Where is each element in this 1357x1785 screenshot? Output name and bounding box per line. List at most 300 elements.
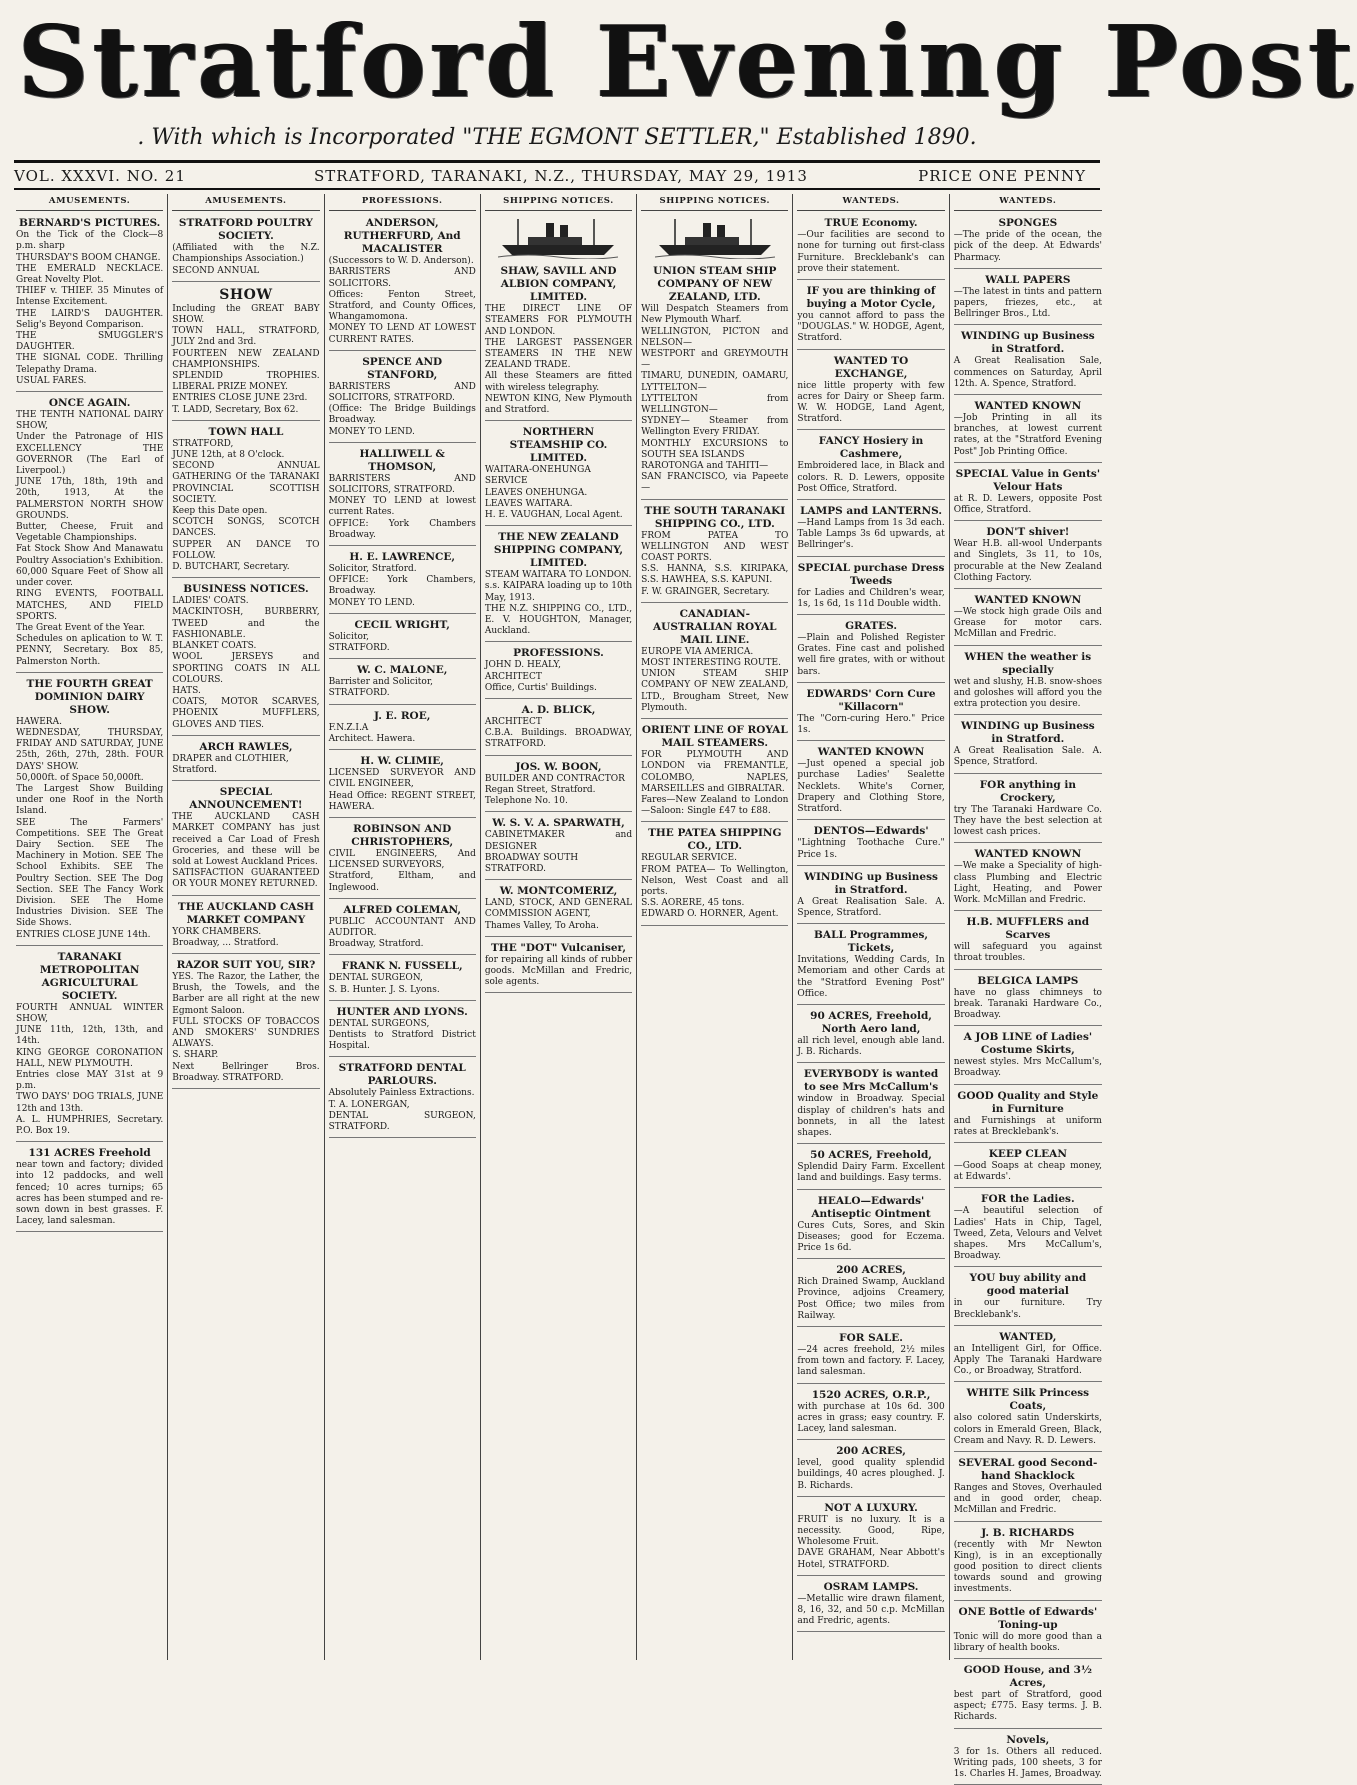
ad-text: 60,000 Square Feet of Show all under cover.	[16, 566, 164, 589]
advertisement	[797, 1261, 944, 1327]
ad-heading: SHAW, SAVILL AND ALBION COMPANY, LIMITED.	[500, 265, 617, 304]
ad-text: "Lightning Toothache Cure." Price 1s.	[797, 838, 945, 860]
ad-text: MONEY TO LEND.	[328, 426, 415, 437]
ad-text: Office, Curtis' Buildings.	[484, 682, 597, 693]
ad-text: (Affiliated with the N.Z. Championships Association.)	[172, 243, 320, 265]
ad-text: S. B. Hunter. J. S. Lyons.	[328, 984, 440, 995]
advertisement	[172, 898, 319, 954]
ad-heading: RAZOR SUIT YOU, SIR?	[176, 958, 316, 971]
ad-text: A Great Realisation Sale. A. Spence, Stratford.	[797, 896, 945, 918]
ad-text: nice little property with few acres for Dairy or Sheep farm. W. W. HODGE, Land Agent, Stratford.	[797, 380, 945, 425]
ad-heading: GRATES.	[845, 620, 898, 633]
ad-text: KING GEORGE CORONATION HALL, NEW PLYMOUTH.	[16, 1047, 164, 1069]
ad-heading: NOT A LUXURY.	[824, 1501, 918, 1514]
ad-heading: SPENCE AND STANFORD,	[362, 355, 443, 381]
ad-text: Will Despatch Steamers from New Plymouth Wharf.	[641, 304, 789, 326]
ad-text: THE EMERALD NECKLACE. Great Novelty Plot.	[16, 263, 164, 286]
advertisement	[16, 675, 163, 946]
ad-text: also colored satin Underskirts, colors in Emerald Green, Black, Cream and Navy. R. D. Lewers.	[953, 1413, 1102, 1446]
ad-text: STRATFORD.	[328, 643, 390, 654]
advertisement	[329, 957, 476, 1000]
ad-heading: ROBINSON AND CHRISTOPHERS,	[351, 822, 454, 848]
ad-text: DENTAL SURGEON,	[328, 973, 423, 984]
advertisement	[329, 1003, 476, 1058]
ad-heading: WANTED KNOWN	[974, 848, 1082, 861]
newspaper-subtitle: . With which is Incorporated "THE EGMONT SETTLER," Established 1890.	[137, 125, 977, 150]
ad-text: NEWTON KING, New Plymouth and Stratford.	[484, 393, 633, 416]
ad-text: WAITARA-ONEHUNGA SERVICE	[484, 465, 591, 487]
ad-text: Entries close MAY 31st at 9 p.m.	[16, 1070, 164, 1092]
ad-text: BLANKET COATS.	[172, 641, 257, 652]
ad-text: THE LARGEST PASSENGER STEAMERS IN THE NEW ZEALAND TRADE.	[484, 337, 633, 371]
ad-heading: HALLIWELL & THOMSON,	[359, 447, 445, 473]
ad-heading: J. B. RICHARDS	[981, 1526, 1075, 1539]
column-1	[12, 194, 168, 1660]
ad-heading: FOR anything in Crockery,	[979, 778, 1076, 804]
advertisement	[485, 814, 632, 880]
ad-heading: BALL Programmes, Tickets,	[814, 929, 929, 955]
ad-text: JUNE 17th, 18th, 19th and 20th, 1913, At the PALMERSTON NORTH SHOW GROUNDS.	[16, 477, 164, 521]
ad-text: COATS, MOTOR SCARVES, PHOENIX MUFFLERS, GLOVES AND TIES.	[172, 697, 320, 730]
ad-text: —Good Soaps at cheap money, at Edwards'.	[953, 1160, 1102, 1183]
advertisement	[329, 752, 476, 818]
ad-heading: BERNARD'S PICTURES.	[18, 217, 161, 230]
ad-text: TIMARU, DUNEDIN, OAMARU, LYTTELTON—	[641, 371, 789, 393]
advertisement	[329, 707, 476, 750]
ad-text: in our furniture. Try Brecklebank's.	[953, 1298, 1102, 1320]
ad-text: OFFICE: York Chambers, Broadway.	[328, 575, 476, 597]
advertisement	[797, 685, 944, 741]
ad-text: On the Tick of the Clock—8 p.m. sharp	[16, 230, 164, 252]
ad-text: ENTRIES CLOSE JUNE 14th.	[16, 929, 151, 940]
ad-text: Tonic will do more good than a library of health books.	[953, 1631, 1102, 1653]
column-7	[950, 194, 1106, 1780]
advertisement	[797, 926, 944, 1005]
column-heading: SHIPPING NOTICES.	[485, 194, 632, 211]
ad-heading: FOR SALE.	[839, 1331, 903, 1344]
ad-text: MACKINTOSH, BURBERRY, TWEED and the FASHIONABLE.	[172, 607, 320, 640]
advertisement	[797, 352, 944, 431]
ad-heading: 90 ACRES, Freehold, North Aero land,	[810, 1009, 932, 1035]
advertisement	[954, 845, 1102, 911]
ad-text: SAN FRANCISCO, via Papeete—	[641, 472, 789, 494]
advertisement	[797, 1007, 944, 1063]
advertisement	[954, 591, 1102, 646]
ad-text: (recently with Mr Newton King), is in an exceptionally good position to direct clients towards sound and growing investments.	[953, 1539, 1102, 1595]
advertisement	[954, 271, 1102, 326]
advertisement	[954, 214, 1102, 269]
ad-text: REGULAR SERVICE.	[641, 853, 737, 864]
ad-text: THURSDAY'S BOOM CHANGE.	[16, 252, 161, 263]
ad-text: LYTTELTON from WELLINGTON—	[641, 393, 789, 416]
ad-text: SUPPER AN DANCE TO FOLLOW.	[172, 539, 320, 561]
advertisement	[329, 353, 476, 443]
ad-text: TOWN HALL, STRATFORD, JULY 2nd and 3rd.	[172, 326, 320, 348]
ad-text: EDWARD O. HORNER, Agent.	[641, 909, 779, 920]
ad-text: at R. D. Lewers, opposite Post Office, Stratford.	[953, 493, 1102, 516]
ad-heading: FRANK N. FUSSELL,	[341, 960, 463, 973]
ad-heading: STRATFORD POULTRY SOCIETY.	[178, 217, 313, 243]
ad-text: SPLENDID TROPHIES. LIBERAL PRIZE MONEY.	[172, 371, 320, 393]
ad-heading: H.B. MUFFLERS and Scarves	[966, 916, 1090, 942]
ad-heading: YOU buy ability and good material	[969, 1272, 1087, 1298]
ad-heading: FANCY Hosiery in Cashmere,	[818, 435, 924, 461]
ad-heading: WALL PAPERS	[985, 273, 1071, 286]
ad-text: STEAM WAITARA TO LONDON.	[484, 570, 632, 581]
ad-text: 3 for 1s. Others all reduced. Writing pads, 100 sheets, 3 for 1s. Charles H. James, Broadway.	[953, 1746, 1102, 1780]
advertisement	[954, 1603, 1102, 1659]
column-heading: PROFESSIONS.	[329, 194, 476, 211]
ad-text: Dentists to Stratford District Hospital.	[328, 1029, 476, 1052]
ad-text: Keep this Date open.	[172, 506, 268, 517]
ad-text: DRAPER and CLOTHIER,	[172, 753, 289, 764]
ad-text: —Just opened a special job purchase Ladies' Sealette Necklets. White's Corner, Drapery and Clothing Store, Stratford.	[797, 759, 945, 815]
ad-text: Cures Cuts, Sores, and Skin Diseases; good for Eczema. Price 1s 6d.	[797, 1220, 945, 1253]
ad-text: All these Steamers are fitted with wireless telegraphy.	[484, 371, 633, 393]
ad-heading: A JOB LINE of Ladies' Costume Skirts,	[963, 1031, 1093, 1057]
advertisement	[797, 1329, 944, 1384]
advertisement	[641, 721, 788, 822]
advertisement	[954, 327, 1102, 395]
advertisement	[954, 913, 1102, 969]
column-heading: SHIPPING NOTICES.	[641, 194, 788, 211]
ad-heading: WANTED KNOWN	[974, 594, 1082, 607]
ad-heading: CECIL WRIGHT,	[354, 618, 450, 631]
ad-text: for Ladies and Children's wear, 1s, 1s 6d, 1s 11d Double width.	[797, 587, 945, 609]
advertisement	[641, 824, 788, 925]
advertisement	[954, 1087, 1102, 1143]
ad-text: YES. The Razor, the Lather, the Brush, the Towels, and the Barber are all right at the new Egmont Saloon.	[172, 971, 320, 1016]
ad-text: Broadway, Stratford.	[328, 939, 424, 950]
advertisement	[329, 214, 476, 351]
column-heading: WANTEDS.	[954, 194, 1102, 211]
ad-text: BARRISTERS AND SOLICITORS, STRATFORD.	[328, 381, 476, 404]
ad-text: Splendid Dairy Farm. Excellent land and buildings. Easy terms.	[797, 1162, 945, 1184]
advertisement	[954, 1145, 1102, 1188]
ad-text: Solicitor, Stratford.	[328, 564, 417, 575]
ad-heading: ONCE AGAIN.	[48, 397, 131, 410]
ad-text: Next Bellringer Bros. Broadway. STRATFORD.	[172, 1061, 320, 1083]
ad-text: LICENSED SURVEYOR AND CIVIL ENGINEER,	[328, 768, 476, 790]
ad-heading: 1520 ACRES, O.R.P.,	[811, 1388, 931, 1401]
ad-text: Fares—New Zealand to London—Saloon: Single £47 to £88.	[641, 794, 789, 817]
advertisement	[329, 661, 476, 704]
ad-heading: W. C. MALONE,	[356, 664, 448, 677]
advertisement	[797, 432, 944, 500]
ad-heading: ARCH RAWLES,	[199, 740, 293, 753]
info-bar	[14, 166, 1100, 186]
advertisement	[797, 743, 944, 820]
ad-heading: SPECIAL purchase Dress Tweeds	[797, 561, 945, 587]
ad-text: all rich level, enough able land. J. B. Richards.	[797, 1035, 945, 1058]
advertisement	[485, 528, 632, 642]
advertisement	[954, 1731, 1102, 1785]
advertisement	[16, 214, 163, 392]
ad-text: window in Broadway. Special display of children's hats and bonnets, in all the latest shapes.	[797, 1094, 945, 1138]
ad-text: BROADWAY SOUTH	[484, 852, 579, 863]
ad-heading: ORIENT LINE OF ROYAL MAIL STEAMERS.	[641, 724, 788, 750]
ad-text: USUAL FARES.	[16, 375, 87, 386]
ad-heading: BUSINESS NOTICES.	[183, 583, 309, 596]
ad-text: THE LAIRD'S DAUGHTER. Selig's Beyond Comparison.	[16, 308, 164, 330]
ad-text: MONEY TO LEND at lowest current Rates.	[328, 496, 476, 518]
ad-text: OFFICE: York Chambers Broadway.	[328, 518, 476, 540]
advertisement	[641, 605, 788, 719]
ad-text: F.N.Z.I.A	[328, 722, 369, 733]
advertisement	[485, 644, 632, 699]
ad-text: Solicitor,	[328, 631, 370, 642]
advertisement	[954, 465, 1102, 521]
advertisement	[797, 1192, 944, 1260]
ad-text: Embroidered lace, in Black and colors. R. D. Lewers, opposite Post Office, Stratford.	[797, 461, 945, 494]
ad-text: LEAVES ONEHUNGA.	[484, 487, 588, 498]
ad-heading: UNION STEAM SHIP COMPANY OF NEW ZEALAND, LTD.	[653, 265, 777, 304]
ad-text: A. L. HUMPHRIES, Secretary. P.O. Box 19.	[16, 1114, 164, 1137]
ad-text: HATS.	[172, 685, 201, 696]
ad-text: have no glass chimneys to break. Taranaki Hardware Co., Broadway.	[953, 987, 1102, 1020]
ad-text: an Intelligent Girl, for Office. Apply The Taranaki Hardware Co., or Broadway, Stratford.	[953, 1343, 1102, 1377]
ad-text: RAROTONGA and TAHITI—	[641, 461, 769, 472]
advertisement	[485, 939, 632, 994]
ad-text: MONEY TO LEND AT LOWEST CURRENT RATES.	[328, 323, 476, 345]
column-5	[637, 194, 793, 1660]
ad-heading: THE NEW ZEALAND SHIPPING COMPANY, LIMITED.	[493, 531, 624, 570]
ad-heading: SEVERAL good Second-hand Shacklock	[958, 1456, 1098, 1482]
ad-heading: TARANAKI METROPOLITAN AGRICULTURAL SOCIETY.	[39, 950, 140, 1002]
advertisement	[172, 956, 319, 1089]
advertisement	[16, 948, 163, 1142]
ad-heading-large: SHOW	[219, 286, 273, 303]
ad-text: Broadway, ... Stratford.	[172, 937, 279, 948]
advertisement	[485, 882, 632, 937]
advertisement	[954, 1269, 1102, 1325]
advertisement	[172, 423, 319, 578]
ad-heading: WINDING up Business in Stratford.	[960, 330, 1095, 356]
advertisement	[16, 394, 163, 673]
newspaper-title: Stratford Evening Post	[18, 5, 1357, 120]
ad-text: Ranges and Stoves, Overhauled and in good order, cheap. McMillan and Fredric.	[953, 1482, 1102, 1516]
ad-text: —The latest in tints and pattern papers, friezes, etc., at Bellringer Bros., Ltd.	[953, 286, 1102, 320]
ad-text: try The Taranaki Hardware Co. They have the best selection at lowest cash prices.	[953, 804, 1102, 838]
ad-heading: ANDERSON, RUTHERFURD, And MACALISTER	[343, 217, 461, 256]
ad-text: A Great Realisation Sale. A. Spence, Stratford.	[953, 746, 1102, 768]
ad-heading: THE SOUTH TARANAKI SHIPPING CO., LTD.	[644, 504, 786, 530]
advertisement	[641, 262, 788, 499]
advertisement	[329, 548, 476, 614]
advertisement	[797, 282, 944, 350]
advertisement	[485, 423, 632, 526]
ad-heading: LAMPS and LANTERNS.	[800, 505, 942, 518]
ad-text: LEAVES WAITARA.	[484, 498, 573, 509]
ad-text: (Successors to W. D. Anderson).	[328, 256, 474, 267]
ad-text: S. SHARP.	[172, 1050, 219, 1061]
ad-heading: WINDING up Business in Stratford.	[804, 870, 938, 896]
advertisement	[954, 776, 1102, 844]
ad-heading: EVERYBODY is wanted to see Mrs McCallum's	[803, 1068, 939, 1094]
ad-text: DAVE GRAHAM, Near Abbott's Hotel, STRATFORD.	[797, 1548, 945, 1570]
ad-text: Thames Valley, To Aroha.	[484, 920, 599, 931]
ad-text: H. E. VAUGHAN, Local Agent.	[484, 510, 623, 521]
ad-text: wet and slushy, H.B. snow-shoes and goloshes will afford you the extra protection you desire.	[953, 676, 1102, 710]
ad-text: LADIES' COATS.	[172, 596, 249, 607]
ad-text: FOURTEEN NEW ZEALAND CHAMPIONSHIPS.	[172, 348, 320, 370]
ad-text: best part of Stratford, good aspect; £775. Easy terms. J. B. Richards.	[953, 1690, 1102, 1723]
ad-heading: DON'T shiver!	[986, 526, 1070, 539]
ad-text: you cannot afford to pass the "DOUGLAS." W. HODGE, Agent, Stratford.	[797, 311, 945, 344]
ad-text: —24 acres freehold, 2½ miles from town and factory. F. Lacey, land salesman.	[797, 1344, 945, 1378]
ad-heading: DENTOS—Edwards'	[813, 825, 929, 838]
ad-text: —Hand Lamps from 1s 3d each. Table Lamps 3s 6d upwards, at Bellringer's.	[797, 518, 945, 551]
ad-text: SYDNEY— Steamer from Wellington Every FRIDAY.	[641, 416, 789, 438]
ad-text: FROM PATEA TO WELLINGTON AND WEST COAST PORTS.	[641, 530, 789, 564]
ad-heading: KEEP CLEAN	[988, 1147, 1067, 1160]
ad-text: D. BUTCHART, Secretary.	[172, 562, 290, 573]
ad-heading: HUNTER AND LYONS.	[336, 1005, 468, 1018]
ad-text: Invitations, Wedding Cards, In Memoriam and other Cards at the "Stratford Evening Post" Office.	[797, 955, 945, 999]
advertisement	[641, 502, 788, 603]
ad-text: ARCHITECT	[484, 717, 542, 728]
ad-text: The Great Event of the Year.	[16, 622, 146, 633]
ad-text: BARRISTERS AND SOLICITORS.	[328, 267, 476, 289]
ad-text: THE SMUGGLER'S DAUGHTER.	[16, 331, 164, 353]
advertisement	[329, 1059, 476, 1138]
ad-text: —Job Printing in all its branches, at lowest current rates, at the "Stratford Evening Post" Job Printing Office.	[953, 413, 1102, 457]
top-rule	[14, 160, 1100, 163]
ad-heading: THE AUCKLAND CASH MARKET COMPANY	[177, 900, 314, 926]
advertisement	[797, 1578, 944, 1633]
ad-heading: W. S. V. A. SPARWATH,	[492, 817, 625, 830]
ad-text: CABINETMAKER and DESIGNER	[484, 830, 633, 852]
ad-heading: H. W. CLIMIE,	[360, 755, 444, 768]
ad-text: MONTHLY EXCURSIONS to SOUTH SEA ISLANDS	[641, 438, 789, 460]
ad-text: FROM PATEA— To Wellington, Nelson, West Coast and all ports.	[641, 864, 789, 897]
advertisement	[954, 523, 1102, 589]
ad-heading: TOWN HALL	[208, 425, 284, 438]
advertisement	[954, 648, 1102, 716]
ad-text: FULL STOCKS OF TOBACCOS AND SMOKERS' SUNDRIES ALWAYS.	[172, 1016, 320, 1050]
advertisement	[797, 1146, 944, 1189]
advertisement	[172, 580, 319, 735]
ad-heading: TRUE Economy.	[824, 217, 918, 230]
ad-text: JUNE 11th, 12th, 13th, and 14th.	[16, 1025, 164, 1047]
advertisement	[172, 783, 319, 895]
ad-heading: ALFRED COLEMAN,	[343, 903, 462, 916]
ad-text: Rich Drained Swamp, Auckland Province, adjoins Creamery, Post Office; two miles from Railway.	[797, 1277, 945, 1321]
ad-text: Butter, Cheese, Fruit and Vegetable Championships.	[16, 522, 164, 544]
ad-heading: BELGICA LAMPS	[977, 974, 1079, 987]
ad-heading: GOOD Quality and Style in Furniture	[957, 1089, 1099, 1115]
ad-heading: 200 ACRES,	[836, 1445, 906, 1458]
ad-text: SECOND ANNUAL GATHERING Of the TARANAKI PROVINCIAL SCOTTISH SOCIETY.	[172, 461, 320, 505]
ad-heading: ONE Bottle of Edwards' Toning-up	[958, 1605, 1098, 1631]
ad-text: HAWERA.	[16, 716, 62, 727]
ad-text: —We make a Speciality of high-class Plumbing and Electric Light, Heating, and Power Work. McMillan and Fredric.	[953, 861, 1102, 905]
ad-text: THE DIRECT LINE OF STEAMERS FOR PLYMOUTH AND LONDON.	[484, 304, 633, 337]
advertisement	[485, 701, 632, 756]
ad-text: level, good quality splendid buildings, 40 acres ploughed. J. B. Richards.	[797, 1458, 945, 1491]
ad-heading: A. D. BLICK,	[521, 704, 596, 717]
ad-text: 50,000ft. of Space 50,000ft.	[16, 772, 144, 783]
ad-text: RING EVENTS, FOOTBALL MATCHES, AND FIELD SPORTS.	[16, 589, 164, 622]
advertisement	[797, 1499, 944, 1576]
ad-text: FRUIT is no luxury. It is a necessity. Good, Ripe, Wholesome Fruit.	[797, 1514, 945, 1548]
ad-text: C.B.A. Buildings. BROADWAY, STRATFORD.	[484, 728, 633, 750]
ad-text: WESTPORT and GREYMOUTH—	[641, 349, 789, 371]
ad-text: —Our facilities are second to none for turning out first-class Furniture. Brecklebank's can prove their statement.	[797, 230, 945, 274]
ad-heading: J. E. ROE,	[374, 709, 431, 722]
ad-text: for repairing all kinds of rubber goods. McMillan and Fredric, sole agents.	[484, 954, 633, 988]
ad-text: ARCHITECT	[484, 671, 542, 682]
price: PRICE ONE PENNY	[918, 167, 1086, 185]
advertisement	[485, 262, 632, 421]
ad-text: A Great Realisation Sale, commences on Saturday, April 12th. A. Spence, Stratford.	[953, 356, 1102, 389]
ad-heading: W. MONTCOMERIZ,	[499, 885, 618, 898]
ad-text: The Largest Show Building under one Roof in the North Island.	[16, 783, 164, 817]
advertisement	[172, 284, 319, 421]
ad-heading: SPECIAL Value in Gents' Velour Hats	[955, 467, 1101, 493]
ad-text: —A beautiful selection of Ladies' Hats in Chip, Tagel, Tweed, Zeta, Velours and Velvet shapes. Mrs McCallum's, Broadway.	[953, 1206, 1102, 1262]
ad-text: SECOND ANNUAL	[172, 265, 260, 276]
ad-text: THE SIGNAL CODE. Thrilling Telepathy Drama.	[16, 353, 164, 375]
advertisement	[954, 972, 1102, 1027]
column-heading: AMUSEMENTS.	[172, 194, 319, 211]
ad-heading: THE FOURTH GREAT DOMINION DAIRY SHOW.	[26, 677, 153, 716]
ad-text: STRATFORD,	[172, 438, 234, 449]
ad-text: Offices: Fenton Street, Stratford, and County Offices, Whangamomona.	[328, 289, 476, 323]
advertisement	[954, 1384, 1102, 1452]
ad-text: Including the GREAT BABY SHOW.	[172, 303, 320, 326]
ad-heading: FOR the Ladies.	[981, 1193, 1075, 1206]
bottom-rule	[14, 188, 1100, 190]
ad-text: Wear H.B. all-wool Underpants and Singlets, 3s 11, to 10s, procurable at the New Zealand Clothing Factory.	[953, 539, 1102, 583]
ad-heading: IF you are thinking of buying a Motor Cycle,	[806, 285, 936, 311]
advertisement	[797, 1065, 944, 1144]
ad-text: FOR PLYMOUTH AND LONDON via FREMANTLE, COLOMBO, NAPLES, MARSEILLES and GIBRALTAR.	[641, 750, 789, 794]
ad-text: STRATFORD.	[484, 863, 546, 874]
ad-text: PUBLIC ACCOUNTANT AND AUDITOR.	[328, 916, 476, 938]
ad-heading: JOS. W. BOON,	[515, 760, 602, 773]
advertisement	[329, 616, 476, 659]
ad-text: UNION STEAM SHIP COMPANY OF NEW ZEALAND, LTD., Brougham Street, New Plymouth.	[641, 669, 789, 713]
ad-text: —We stock high grade Oils and Grease for motor cars. McMillan and Fredric.	[953, 607, 1102, 640]
advertisement	[16, 1144, 163, 1232]
advertisement	[954, 1028, 1102, 1084]
advertisement	[797, 559, 944, 615]
ad-text: BARRISTERS AND SOLICITORS, STRATFORD.	[328, 473, 476, 496]
advertisement	[954, 1524, 1102, 1601]
column-2	[168, 194, 324, 1660]
ad-text: BUILDER AND CONTRACTOR	[484, 773, 625, 784]
ad-heading: WANTED KNOWN	[817, 746, 925, 759]
advertisement	[954, 397, 1102, 463]
ad-text: STRATFORD.	[328, 688, 390, 699]
ad-text: THE N.Z. SHIPPING CO., LTD., E. V. HOUGHTON, Manager, Auckland.	[484, 603, 633, 637]
columns-area	[12, 194, 1106, 1780]
ad-heading: 131 ACRES Freehold	[28, 1147, 151, 1160]
ad-text: THIEF v. THIEF. 35 Minutes of Intense Excitement.	[16, 286, 164, 308]
ad-heading: Novels,	[1006, 1733, 1050, 1746]
ad-text: ENTRIES CLOSE JUNE 23rd.	[172, 393, 308, 404]
ad-text: Fat Stock Show And Manawatu Poultry Association's Exhibition.	[16, 544, 164, 566]
ad-text: JOHN D. HEALY,	[484, 660, 561, 671]
ad-heading: SPECIAL ANNOUNCEMENT!	[189, 786, 303, 812]
ship-illustration-icon	[498, 215, 618, 259]
ad-text: SCOTCH SONGS, SCOTCH DANCES.	[172, 517, 320, 539]
ad-text: and Furnishings at uniform rates at Brecklebank's.	[953, 1115, 1102, 1137]
ad-text: T. LADD, Secretary, Box 62.	[172, 404, 299, 415]
ad-heading: 200 ACRES,	[836, 1264, 906, 1277]
ad-text: WOOL JERSEYS and SPORTING COATS IN ALL COLOURS.	[172, 652, 320, 685]
